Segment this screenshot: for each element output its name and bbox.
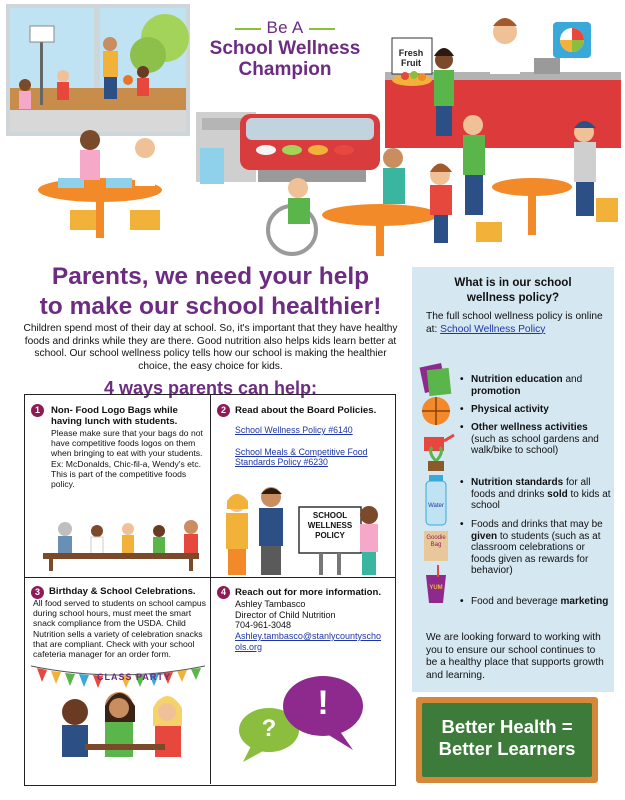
sidebar-heading-line2: wellness policy?	[466, 291, 560, 304]
kid-head	[137, 66, 149, 78]
way-4-number: 4	[217, 586, 230, 599]
student-body	[434, 70, 454, 106]
way-3-title: Birthday & School Celebrations.	[49, 586, 196, 597]
chalkboard	[416, 697, 598, 783]
water-bottle-icon	[426, 475, 446, 525]
banner-word-party: PARTY	[136, 672, 171, 682]
kid-head	[122, 523, 134, 535]
student-legs	[436, 106, 452, 136]
sidebar-heading	[412, 275, 614, 305]
watering-can-icon	[424, 435, 454, 471]
boy-head	[463, 115, 483, 135]
fresh-fruit-label: Fresh Fruit	[398, 48, 424, 68]
stool	[70, 210, 96, 230]
way-2	[211, 395, 395, 578]
contact-name: Ashley Tambasco	[235, 599, 306, 609]
boy-head	[135, 138, 155, 158]
kid-body	[19, 91, 31, 109]
exclamation-mark: !	[317, 684, 329, 722]
chalkboard-surface	[422, 703, 592, 777]
tree-foliage-2	[130, 37, 166, 73]
party-banner	[97, 672, 171, 682]
kid-head	[360, 506, 378, 524]
kid-legs	[104, 77, 117, 99]
kid-body	[103, 51, 118, 77]
way-2-title: Read about the Board Policies.	[235, 405, 377, 416]
policy-item-other-wellness: • Other wellness activities (such as school gardens and walk/bike to school)	[471, 422, 611, 457]
policy-poster-text	[299, 511, 361, 541]
adult-head	[184, 520, 198, 534]
adult-head	[58, 522, 72, 536]
way-1-number: 1	[31, 404, 44, 417]
way-3	[25, 578, 211, 784]
contact-email-link[interactable]	[235, 631, 393, 652]
way-1-title: Non- Food Logo Bags while having lunch with students.	[51, 405, 178, 427]
headline-line2: to make our school healthier!	[39, 293, 382, 320]
chalkboard-line1: Better Health =	[441, 716, 573, 737]
link-meals-policy-6230[interactable]: School Meals & Competitive Food Standards Policy #6230	[235, 447, 368, 468]
kid-head	[103, 37, 117, 51]
kid-head	[383, 148, 403, 168]
girl-head	[80, 130, 100, 150]
goodie-bag-label: Goodie Bag	[426, 535, 446, 548]
lunch-table-illustration	[25, 513, 211, 573]
basketball	[123, 75, 133, 85]
way-3-number: 3	[31, 586, 44, 599]
contact-phone: 704-961-3048	[235, 620, 292, 631]
speech-bubbles	[211, 666, 395, 776]
cash-register	[534, 58, 560, 74]
chalkboard-line2: Better Learners	[438, 738, 576, 759]
wellness-policy-sidebar	[412, 267, 614, 692]
party-table	[85, 744, 165, 750]
poster-line1: SCHOOL	[312, 511, 348, 520]
stool	[596, 198, 618, 222]
kid-head	[57, 70, 69, 82]
title-pre	[196, 18, 374, 38]
ways-title: 4 ways parents can help:	[103, 378, 318, 398]
water-label: Water	[428, 503, 444, 509]
hoop-board	[30, 26, 54, 42]
book-icon	[420, 363, 452, 396]
kid-head	[62, 699, 88, 725]
kid-head	[153, 525, 165, 537]
headline	[18, 262, 403, 322]
basketball-icon	[422, 397, 450, 425]
policy-item-marketing: • Food and beverage marketing	[471, 596, 611, 608]
kid-body	[137, 78, 149, 96]
sidebar-footer: We are looking forward to working with you to ensure our school continues to be a healthy place that supports growth and learning.	[426, 632, 604, 681]
kid-head	[91, 525, 103, 537]
poster-line3: POLICY	[315, 531, 345, 540]
title-line2: Champion	[238, 59, 332, 80]
title-pre-text: Be A	[266, 18, 304, 37]
title-line1: School Wellness	[209, 38, 361, 59]
intro-paragraph: Children spend most of their day at school. So, it's important that they have healthy foods and drinks while they are there. Good nutrition also helps kids learn better at school. Our school wellness policy tells how our school is making the healthier choice, the easy choice for kids.	[23, 323, 398, 372]
way-2-number: 2	[217, 404, 230, 417]
lunch-table-center	[322, 204, 438, 226]
stool	[130, 210, 160, 230]
way-1-body: Please make sure that your bags do not have competitive foods logos on them when bringing to eat with your students. Ex: McDonalds, Chic-fil-a, Wendy's etc. This is part of the competitive foods policy.	[51, 428, 203, 490]
school-wellness-policy-link[interactable]: School Wellness Policy	[440, 323, 546, 335]
hero-illustration	[0, 0, 625, 258]
tray-stack	[200, 148, 224, 184]
sidebar-heading-line1: What is in our school	[454, 276, 572, 289]
way-3-body: All food served to students on school campus during school hours, must meet the smart snack compliance from the USDA. Child Nutrition sells a variety of celebration snacks that are compliant. Check with your school cafeteria manager for an order form.	[33, 598, 206, 660]
policy-item-nutrition-education: • Nutrition education and promotion	[471, 374, 611, 397]
way-4	[211, 578, 395, 784]
poster-line2: WELLNESS	[307, 521, 353, 530]
banner-word-class: CLASS	[97, 672, 133, 682]
link-wellness-policy-6140[interactable]: School Wellness Policy #6140	[235, 425, 353, 435]
kid-head	[19, 79, 31, 91]
policy-item-foods-given: • Foods and drinks that may be given to students (such as at classroom celebrations or foods given as rewards for behavior)	[471, 519, 611, 577]
way-1	[25, 395, 211, 578]
lunch-table	[43, 553, 199, 559]
contact-email-line1: Ashley.tambasco@stanlycountyscho	[235, 631, 382, 641]
ways-grid	[24, 394, 396, 786]
cup-label: YUM	[429, 585, 443, 591]
contact-role: Director of Child Nutrition	[235, 609, 336, 620]
sidebar-online-text	[426, 311, 608, 336]
policy-item-nutrition-standards: • Nutrition standards for all foods and drinks sold to kids at school	[471, 477, 611, 512]
question-mark: ?	[261, 715, 277, 742]
wheelchair-kid-head	[288, 178, 308, 198]
sidebar-online-label: The full school wellness policy is online at:	[426, 311, 603, 335]
title-block	[196, 18, 374, 80]
contact-block	[235, 599, 393, 631]
way-4-title: Reach out for more information.	[235, 587, 382, 598]
cashier-body	[490, 44, 520, 74]
headline-line1: Parents, we need your help	[51, 263, 370, 290]
playground-ground	[10, 110, 186, 132]
policy-item-physical-activity: • Physical activity	[471, 404, 611, 416]
drink-cup-icon	[426, 565, 446, 603]
sidebar-icons	[414, 361, 458, 621]
contact-email-line2: ols.org	[235, 641, 263, 652]
kid-body	[57, 82, 69, 100]
lunch-table-right	[492, 178, 572, 196]
stool	[476, 222, 502, 242]
